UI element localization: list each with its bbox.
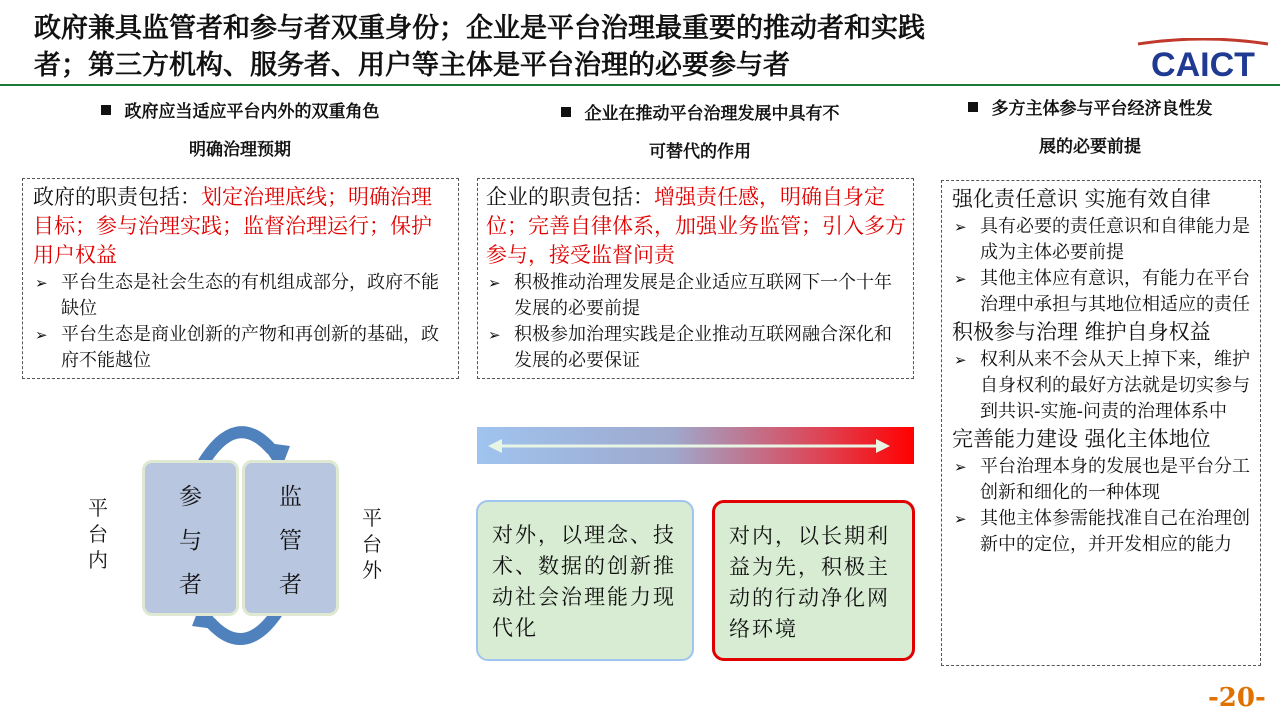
col3-heading	[910, 90, 1270, 166]
col2-heading-line1: 企业在推动平台治理发展中具有不	[584, 104, 840, 124]
logo-text: CAICT	[1151, 46, 1255, 82]
role-char: 监管者	[279, 484, 302, 598]
col3-heading-line1: 多方主体参与平台经济良性发	[991, 99, 1213, 119]
arrow-bullet-icon: ➢	[488, 326, 501, 344]
lead-prefix: 企业的职责包括：	[486, 185, 654, 209]
arrow-bullet-icon: ➢	[35, 326, 48, 344]
square-bullet-icon	[101, 105, 111, 115]
section-title: 强化责任意识 实施有效自律	[952, 187, 1211, 211]
page-number: -20-	[1208, 683, 1266, 713]
list-item	[33, 270, 450, 322]
bullet-text: 积极参加治理实践是企业推动互联网融合深化和发展的必要保证	[514, 324, 892, 371]
col2-heading-line2: 可替代的作用	[649, 142, 751, 162]
arrow-bullet-icon: ➢	[35, 274, 48, 292]
enterprise-duties-box	[477, 178, 914, 379]
external-card: 对外，以理念、技术、数据的创新推动社会治理能力现代化	[476, 500, 694, 661]
title-line-2: 者；第三方机构、服务者、用户等主体是平台治理的必要参与者	[34, 50, 790, 81]
col3-heading-line2: 展的必要前提	[1039, 137, 1141, 157]
regulator-box	[242, 460, 339, 616]
col2-heading	[500, 95, 900, 171]
inside-platform-label: 平台内	[88, 496, 108, 572]
bullet-text: 积极推动治理发展是企业适应互联网下一个十年发展的必要前提	[514, 272, 892, 319]
list-item	[952, 347, 1254, 425]
outside-platform-label: 平台外	[362, 506, 382, 582]
internal-card: 对内，以长期利益为先，积极主动的行动净化网络环境	[712, 500, 915, 661]
list-item	[952, 454, 1254, 506]
bullet-text: 具有必要的责任意识和自律能力是成为主体必要前提	[980, 216, 1250, 263]
caict-logo	[1134, 38, 1272, 82]
participant-box	[142, 460, 239, 616]
list-item	[952, 266, 1254, 318]
section-title: 积极参与治理 维护自身权益	[952, 320, 1211, 344]
arrow-bullet-icon: ➢	[954, 218, 967, 236]
bullet-text: 平台生态是商业创新的产物和再创新的基础，政府不能越位	[61, 324, 439, 371]
bullet-text: 权利从来不会从天上掉下来，维护自身权利的最好方法就是切实参与到共识-实施-问责的治理体系中	[980, 349, 1250, 422]
enterprise-duties-lead	[486, 183, 907, 270]
arrow-bullet-icon: ➢	[954, 270, 967, 288]
bullet-text: 平台治理本身的发展也是平台分工创新和细化的一种体现	[980, 456, 1250, 503]
bullet-text: 其他主体应有意识，有能力在平台治理中承担与其地位相适应的责任	[980, 268, 1250, 315]
bullet-text: 其他主体参需能找准自己在治理创新中的定位，并开发相应的能力	[980, 508, 1250, 555]
list-item	[33, 322, 450, 374]
square-bullet-icon	[968, 102, 978, 112]
title-line-1: 政府兼具监管者和参与者双重身份；企业是平台治理最重要的推动者和实践	[34, 13, 925, 44]
arrow-bullet-icon: ➢	[488, 274, 501, 292]
list-item	[486, 270, 907, 322]
page-title	[34, 10, 1114, 84]
bullet-text: 平台生态是社会生态的有机组成部分，政府不能缺位	[61, 272, 439, 319]
arrow-bullet-icon: ➢	[954, 510, 967, 528]
list-item	[952, 506, 1254, 558]
section-title: 完善能力建设 强化主体地位	[952, 427, 1211, 451]
lead-highlight: 划定治理底线；明确治理目标；参与治理实践；监督治理运行；保护用户权益	[33, 185, 432, 267]
government-duties-box	[22, 178, 459, 379]
lead-prefix: 政府的职责包括：	[33, 185, 201, 209]
title-divider	[0, 84, 1280, 86]
double-arrow-icon	[488, 436, 890, 456]
multi-party-box	[941, 180, 1261, 666]
col1-heading	[40, 93, 440, 169]
list-item	[486, 322, 907, 374]
list-item	[952, 214, 1254, 266]
square-bullet-icon	[561, 107, 571, 117]
role-char: 参与者	[179, 484, 202, 598]
col1-heading-line2: 明确治理预期	[189, 140, 291, 160]
arrow-bullet-icon: ➢	[954, 458, 967, 476]
arrow-bullet-icon: ➢	[954, 351, 967, 369]
government-duties-lead	[33, 183, 450, 270]
col1-heading-line1: 政府应当适应平台内外的双重角色	[124, 102, 380, 122]
lead-highlight: 增强责任感，明确自身定位；完善自律体系，加强业务监管；引入多方参与，接受监督问责	[486, 185, 906, 267]
